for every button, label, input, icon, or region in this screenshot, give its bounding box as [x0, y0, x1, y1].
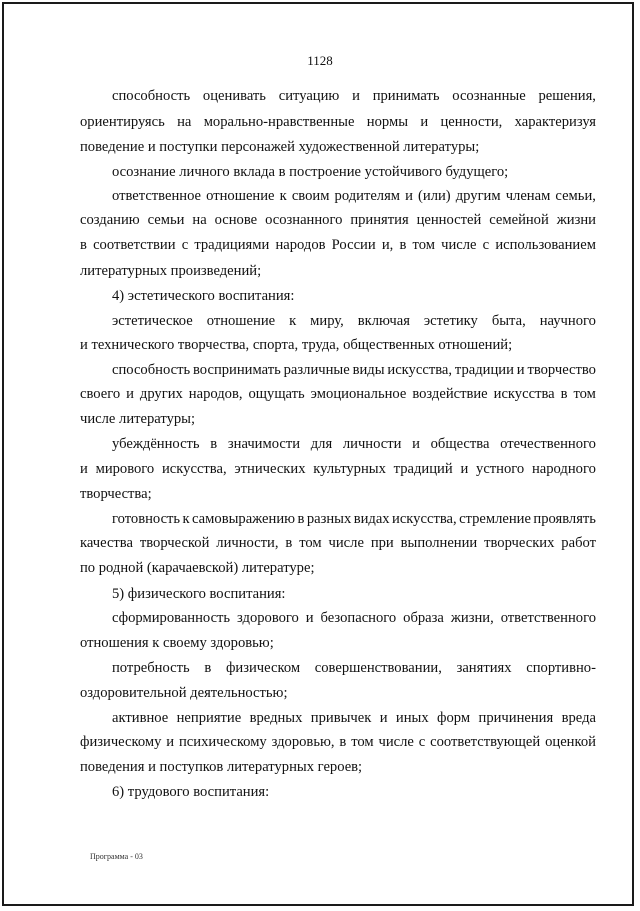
word: нормы [366, 114, 409, 130]
word: сформированность [112, 610, 231, 626]
word: неприятие [176, 710, 242, 726]
word: эмоциональное [310, 386, 407, 402]
word: включая [357, 313, 410, 329]
word: к [289, 313, 297, 329]
word: и [80, 461, 88, 477]
word: оценивать [202, 88, 266, 104]
word: общества [430, 436, 490, 452]
word: в [339, 734, 347, 750]
word: совершенствовании, [314, 660, 442, 676]
word: работ [561, 535, 596, 551]
word: членам [505, 188, 551, 204]
text-line [80, 211, 596, 229]
word: созданию [80, 212, 140, 228]
word: с [181, 237, 189, 253]
word: устного [476, 461, 525, 477]
word: том [299, 535, 322, 551]
word: соответствии [93, 237, 176, 253]
page-number: 1128 [307, 53, 333, 68]
word: в [80, 237, 87, 253]
word: привычек [310, 710, 372, 726]
word: убеждённость [112, 436, 200, 452]
word: эстетическое [112, 313, 193, 329]
text-line [80, 385, 596, 403]
word: своего [80, 386, 121, 402]
text-line: поведение и поступки персонажей художественной литературы; [80, 139, 480, 155]
document-footer: Программа - 03 [90, 852, 143, 861]
word: потребность [112, 660, 190, 676]
word: способность [112, 88, 191, 104]
word: иных [395, 710, 429, 726]
text-line [80, 113, 596, 131]
word: традиций [393, 461, 453, 477]
word: здорового [237, 610, 299, 626]
word: характеризуя [514, 114, 596, 130]
text-line: отношения к своему здоровью; [80, 635, 274, 651]
word: значимости [227, 436, 301, 452]
word: осознанные [452, 88, 526, 104]
word: семьи, [555, 188, 596, 204]
text-line: числе литературы; [80, 411, 196, 427]
word: при [370, 535, 394, 551]
word: различные [283, 362, 350, 378]
text-line [80, 236, 596, 254]
word: на [177, 114, 192, 130]
word: и, [381, 237, 394, 253]
word: ситуацию [278, 88, 340, 104]
word: с [482, 237, 490, 253]
word: оценкой [545, 734, 596, 750]
word: семьи [147, 212, 185, 228]
text-line [80, 534, 596, 552]
word: виды [352, 362, 385, 378]
word: народов [275, 237, 326, 253]
text-line [112, 510, 596, 528]
word: стремление [459, 511, 531, 527]
word: видах [353, 511, 390, 527]
word: основе [214, 212, 258, 228]
word: семейной [489, 212, 549, 228]
text-line: по родной (карачаевской) литературе; [80, 560, 315, 576]
word: безопасного [320, 610, 397, 626]
word: решения, [538, 88, 596, 104]
word: к [279, 188, 287, 204]
word: том [351, 734, 374, 750]
word: активное [112, 710, 169, 726]
word: и [379, 710, 388, 726]
word: воздействие [412, 386, 488, 402]
word: на [192, 212, 207, 228]
word: творческих [484, 535, 555, 551]
word: физическом [225, 660, 301, 676]
word: соответствующей [430, 734, 541, 750]
word: способность [112, 362, 191, 378]
word: отечественного [500, 436, 596, 452]
word: и [412, 436, 420, 452]
word: к [182, 511, 190, 527]
section-heading: 6) трудового воспитания: [112, 784, 270, 800]
text-line [80, 460, 596, 478]
word: искусства, [392, 511, 457, 527]
text-line [112, 609, 596, 627]
word: народного [531, 461, 596, 477]
word: вредных [249, 710, 303, 726]
word: искусства [493, 386, 555, 402]
word: (или) [418, 188, 451, 204]
word: принимать [372, 88, 440, 104]
text-line [80, 733, 596, 751]
word: народов, [188, 386, 243, 402]
word: готовность [112, 511, 181, 527]
word: и [305, 610, 314, 626]
word: мирового [95, 461, 155, 477]
word: других [139, 386, 183, 402]
word: разных [306, 511, 352, 527]
word: научного [539, 313, 596, 329]
word: том [412, 237, 435, 253]
word: занятиях [456, 660, 512, 676]
word: отношение [206, 188, 275, 204]
word: образа [403, 610, 444, 626]
text-line: творчества; [80, 486, 152, 502]
word: этнических [234, 461, 306, 477]
section-heading: 5) физического воспитания: [112, 586, 286, 602]
word: ориентируясь [80, 114, 165, 130]
word: и [352, 88, 360, 104]
word: здоровью, [271, 734, 335, 750]
word: причинения [478, 710, 554, 726]
word: миру, [310, 313, 344, 329]
word: искусства, [387, 362, 453, 378]
word: ощущать [248, 386, 305, 402]
word: форм [437, 710, 471, 726]
word: традициями [194, 237, 270, 253]
word: числе [441, 237, 477, 253]
word: числе [328, 535, 364, 551]
word: и [460, 461, 469, 477]
word: в [210, 436, 218, 452]
word: ответственное [112, 188, 202, 204]
word: традиции [454, 362, 514, 378]
text-line [112, 87, 596, 105]
word: эстетику [423, 313, 478, 329]
word: ценностей [416, 212, 482, 228]
word: жизни [556, 212, 596, 228]
text-line [112, 312, 596, 330]
text-line: поведения и поступков литературных героев; [80, 759, 363, 775]
word: творчество [527, 362, 596, 378]
word: своим [291, 188, 330, 204]
word: личности [342, 436, 402, 452]
word: России [331, 237, 376, 253]
word: жизни, [450, 610, 494, 626]
word: быта, [491, 313, 526, 329]
text-line [112, 659, 596, 677]
word: отношение [206, 313, 276, 329]
word: физическому [80, 734, 162, 750]
text-line: литературных произведений; [80, 263, 262, 279]
word: и [405, 188, 413, 204]
word: ответственного [500, 610, 596, 626]
word: творческой [139, 535, 210, 551]
word: качества [80, 535, 133, 551]
word: в [204, 660, 212, 676]
word: культурных [313, 461, 386, 477]
word: искусства, [162, 461, 227, 477]
word: для [310, 436, 333, 452]
word: в [285, 535, 293, 551]
word: том [573, 386, 596, 402]
text-line [112, 187, 596, 205]
word: психическому [178, 734, 267, 750]
word: с [418, 734, 426, 750]
text-line: и технического творчества, спорта, труда, общественных отношений; [80, 337, 513, 353]
word: самовыражению [192, 511, 296, 527]
text-line [112, 709, 596, 727]
word: и [516, 362, 525, 378]
text-line [112, 361, 596, 379]
word: и [420, 114, 429, 130]
word: выполнении [400, 535, 478, 551]
word: ценности, [440, 114, 503, 130]
word: другим [455, 188, 501, 204]
word: спортивно- [526, 660, 596, 676]
word: числе [378, 734, 414, 750]
word: проявлять [533, 511, 596, 527]
text-line [112, 435, 596, 453]
word: морально-нравственные [203, 114, 355, 130]
word: в [297, 511, 305, 527]
word: личности, [216, 535, 279, 551]
word: осознанного [265, 212, 343, 228]
word: в [399, 237, 407, 253]
text-line: осознание личного вклада в построение устойчивого будущего; [112, 164, 509, 180]
word: в [560, 386, 568, 402]
text-line: оздоровительной деятельностью; [80, 685, 288, 701]
word: вреда [561, 710, 596, 726]
word: принятия [350, 212, 409, 228]
word: и [166, 734, 175, 750]
word: воспринимать [193, 362, 281, 378]
word: родителям [334, 188, 401, 204]
section-heading: 4) эстетического воспитания: [112, 288, 295, 304]
word: и [126, 386, 134, 402]
word: использованием [495, 237, 596, 253]
